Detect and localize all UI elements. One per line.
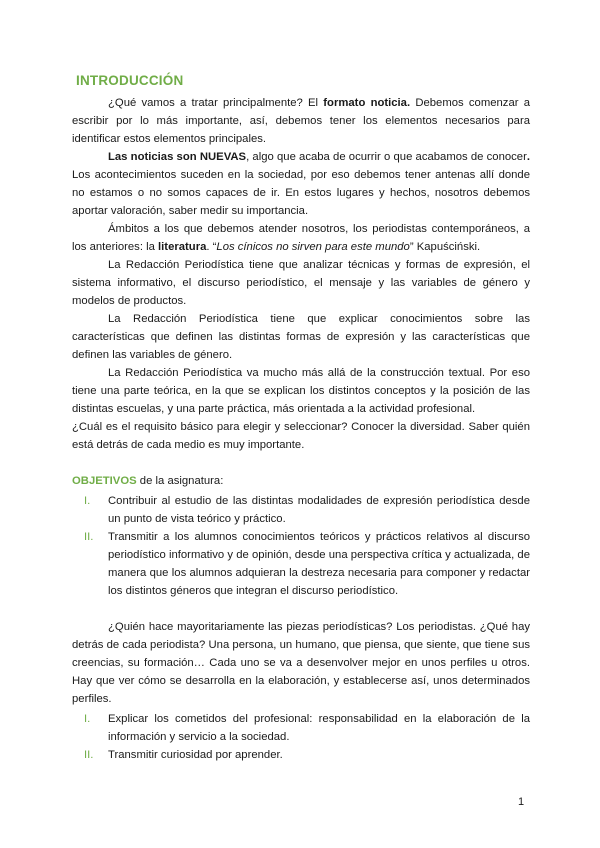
paragraph-1: ¿Qué vamos a tratar principalmente? El formato noticia. Debemos comenzar a escribir por lo más importante, así, debemos tener los elementos necesarios para identificar estos elementos principales.: [72, 97, 530, 145]
list-number: II.: [84, 749, 94, 761]
profile-list: [72, 710, 530, 764]
paragraph-5: La Redacción Periodística tiene que explicar conocimientos sobre las características que definen las distintas formas de expresión y las características que definen las variables de género.: [72, 313, 530, 361]
list-number: I.: [84, 713, 91, 725]
bold-term: Las noticias son NUEVAS: [108, 151, 247, 163]
paragraph-6: La Redacción Periodística va mucho más allá de la construcción textual. Por eso tiene una parte teórica, en la que se explican los distintos conceptos y la posición de las distintas escuelas, y una parte práctica, más orientada a la actividad profesional.: [72, 367, 530, 415]
spacer: [72, 600, 530, 618]
quote: Los cínicos no sirven para este mundo: [216, 241, 410, 253]
objectives-intro: OBJETIVOS de la asignatura:: [72, 475, 224, 487]
page-number: 1: [518, 796, 525, 808]
list-item: I. Explicar los cometidos del profesional: responsabilidad en la elaboración de la información y servicio a la sociedad.: [72, 710, 530, 746]
paragraph-4: La Redacción Periodística tiene que analizar técnicas y formas de expresión, el sistema informativo, el discurso periodístico, el mensaje y las variables de género y modelos de productos.: [72, 259, 530, 307]
bold-term: literatura: [158, 241, 207, 253]
spacer: [72, 454, 530, 472]
section-heading: INTRODUCCIÓN: [76, 73, 184, 88]
list-item: II. Transmitir a los alumnos conocimientos teóricos y prácticos relativos al discurso periodístico informativo y de opinión, desde una perspectiva crítica y actualizada, de manera que los alumnos adquieran la destreza necesaria para componer y redactar los distintos géneros que integran el discurso periodístico.: [72, 528, 530, 600]
paragraph-7: ¿Cuál es el requisito básico para elegir y seleccionar? Conocer la diversidad. Saber quién está detrás de cada medio es muy importante.: [72, 421, 530, 451]
list-number: II.: [84, 531, 94, 543]
list-item: II. Transmitir curiosidad por aprender.: [72, 746, 530, 764]
paragraph-3: Ámbitos a los que debemos atender nosotros, los periodistas contemporáneos, a los anteriores: la literatura. “Los cínicos no sirven para este mundo” Kapuściński.: [72, 223, 530, 253]
document-body: [72, 72, 530, 764]
list-item: I. Contribuir al estudio de las distintas modalidades de expresión periodística desde un punto de vista teórico y práctico.: [72, 492, 530, 528]
list-number: I.: [84, 495, 91, 507]
paragraph-2: Las noticias son NUEVAS, algo que acaba de ocurrir o que acabamos de conocer. Los acontecimientos suceden en la sociedad, por eso debemos tener antenas allí donde no estamos o no somos capaces de ir. En estos lugares y hechos, nosotros debemos aportar valoración, saber medir su importancia.: [72, 151, 530, 217]
objectives-list: [72, 492, 530, 600]
bold-term: formato noticia.: [323, 97, 411, 109]
objectives-label: OBJETIVOS: [72, 475, 137, 487]
paragraph-8: ¿Quién hace mayoritariamente las piezas periodísticas? Los periodistas. ¿Qué hay detrás de cada periodista? Una persona, un humano, que piensa, que siente, que tiene sus creencias, su formación… Cada uno se va a desenvolver mejor en unos perfiles u otros. Hay que ver cómo se desarrolla en la elaboración, y establecerse así, unos determinados perfiles.: [72, 621, 530, 705]
